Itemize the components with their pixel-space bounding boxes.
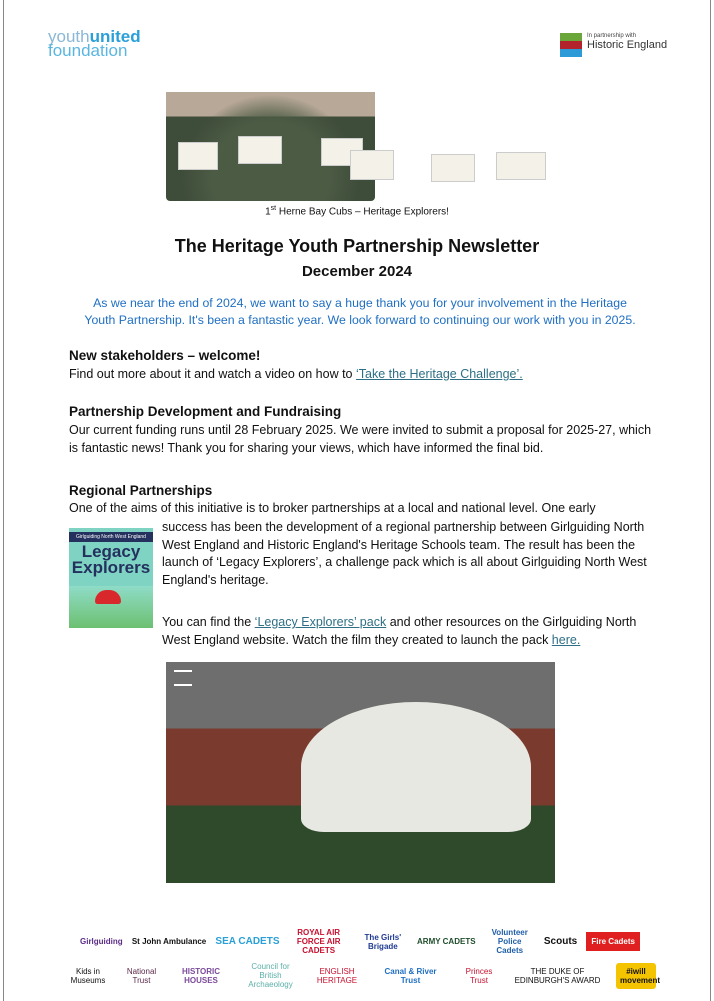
girlguiding-logo: Girlguiding	[80, 937, 123, 946]
fire-cadets-logo: Fire Cadets	[586, 932, 640, 951]
section-text: Our current funding runs until 28 February 2025. We were invited to submit a proposal for 2025-27, which is fantastic news! Thank you for sharing your views, which have informed the final bid.	[69, 423, 652, 455]
section-heading: Partnership Development and Fundraising	[69, 404, 342, 419]
princes-trust-logo: Princes Trust	[465, 966, 493, 985]
section-heading: New stakeholders – welcome!	[69, 348, 261, 363]
intro-text: As we near the end of 2024, we want to say a huge thank you for your involvement in the Heritage Youth Partnership. It's been a fantastic year. We look forward to continuing our work with you in 2025.	[84, 296, 636, 327]
iwill-logo: #iwill movement	[616, 963, 656, 989]
youth-united-logo: youthunited foundation	[48, 27, 141, 60]
historic-england-flag-icon	[560, 33, 582, 57]
army-cadets-logo: ARMY CADETS	[417, 937, 476, 946]
raf-air-cadets-logo: ROYAL AIR FORCE AIR CADETS	[296, 928, 341, 955]
sea-cadets-logo: SEA CADETS	[215, 936, 280, 947]
police-cadets-logo: Volunteer Police Cadets	[491, 928, 528, 955]
duke-of-edinburgh-logo: THE DUKE OF EDINBURGH'S AWARD	[514, 966, 601, 985]
partner-logos-row-2	[66, 962, 661, 989]
canal-river-trust-logo: Canal & River Trust	[384, 966, 437, 985]
section-heading: Regional Partnerships	[69, 483, 213, 498]
partner-logos-row-1	[80, 928, 640, 955]
newsletter-title: The Heritage Youth Partnership Newsletter	[174, 236, 540, 256]
historic-england-logo: In partnership with Historic England	[560, 33, 667, 57]
kids-in-museums-logo: Kids in Museums	[70, 966, 106, 985]
cubs-group-photo	[166, 80, 375, 201]
scouts-logo: Scouts	[543, 936, 578, 947]
newsletter-date: December 2024	[301, 263, 413, 280]
section-text: success has been the development of a regional partnership between Girlguiding North West England and Historic England's Heritage Schools team. The result has been the launch of ‘Legacy Explorers’, a challenge pack which is all about Girlguiding North West England's heritage.	[162, 520, 647, 587]
council-british-archaeology-logo: Council for British Archaeology	[248, 962, 293, 989]
dome-building-photo	[166, 662, 555, 883]
girls-brigade-logo: The Girls' Brigade	[364, 932, 402, 951]
photo-caption: 1st Herne Bay Cubs – Heritage Explorers!	[265, 205, 449, 218]
heritage-challenge-link[interactable]: ‘Take the Heritage Challenge’.	[355, 367, 523, 381]
legacy-explorers-cover-image: Girlguiding North West England Legacy Explorers	[69, 528, 153, 638]
section-text: Find out more about it and watch a video on how to ‘Take the Heritage Challenge’.	[69, 367, 523, 381]
historic-houses-logo: HISTORIC HOUSES	[181, 966, 221, 985]
national-trust-logo: National Trust	[126, 966, 157, 985]
english-heritage-logo: ENGLISH HERITAGE	[316, 966, 358, 985]
legacy-explorers-pack-link[interactable]: ‘Legacy Explorers’ pack	[254, 615, 387, 629]
film-here-link[interactable]: here.	[551, 632, 581, 647]
section-text: You can find the ‘Legacy Explorers’ pack and other resources on the Girlguiding North West England website. Watch the film they created to launch the pack here.	[162, 615, 637, 647]
section-text: One of the aims of this initiative is to broker partnerships at a local and national level. One early	[69, 501, 596, 515]
waves-icon	[174, 670, 192, 686]
st-john-ambulance-logo: St John Ambulance	[131, 937, 207, 946]
